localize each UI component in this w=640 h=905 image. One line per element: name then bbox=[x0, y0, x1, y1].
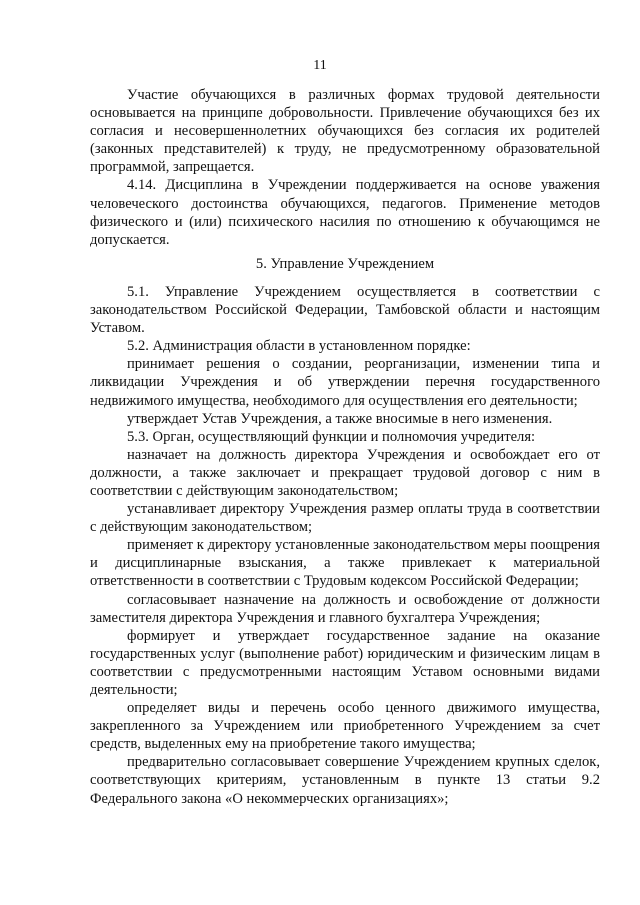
paragraph-charter: утверждает Устав Учреждения, а также вносимые в него изменения. bbox=[127, 410, 553, 427]
paragraph-5-1: 5.1. Управление Учреждением осуществляется в соответствии с законодательством Российской Федерации, Тамбовской области и настоящим Уставом. bbox=[90, 283, 600, 337]
paragraph-5-2: 5.2. Администрация области в установленном порядке: bbox=[127, 338, 471, 355]
section-heading: 5. Управление Учреждением bbox=[255, 255, 435, 272]
document-body bbox=[90, 86, 600, 808]
paragraph-major-deals: предварительно согласовывает совершение Учреждением крупных сделок, соответствующих критериям, установленным в пункте 13 статьи 9.2 Федерального закона «О некоммерческих организациях»; bbox=[90, 754, 600, 807]
paragraph-appoint-director: назначает на должность директора Учреждения и освобождает его от должности, а также заключает и прекращает трудовой договор с ним в соответствии с действующим законодательством; bbox=[90, 446, 600, 499]
paragraph-4-14: 4.14. Дисциплина в Учреждении поддерживается на основе уважения человеческого достоинства обучающихся, педагогов. Применение методов физического и (или) психического насилия по отношению к обучающимся не допускается. bbox=[90, 177, 600, 248]
paragraph-incentives: применяет к директору установленные законодательством меры поощрения и дисциплинарные взыскания, а также привлекает к материальной ответственности в соответствии с Трудовым кодексом Российской Федерации; bbox=[90, 537, 600, 590]
page-number: 11 bbox=[313, 58, 327, 73]
paragraph-deputy: согласовывает назначение на должность и освобождение от должности заместителя директора Учреждения и главного бухгалтера Учреждения; bbox=[90, 591, 600, 626]
paragraph-salary: устанавливает директору Учреждения размер оплаты труда в соответствии с действующим законодательством; bbox=[90, 501, 600, 536]
paragraph-5-3: 5.3. Орган, осуществляющий функции и полномочия учредителя: bbox=[127, 428, 536, 445]
paragraph-property: определяет виды и перечень особо ценного движимого имущества, закрепленного за Учреждением или приобретенного Учреждением за счет средств, выделенных ему на приобретение такого имущества; bbox=[90, 700, 600, 753]
paragraph-labor-participation: Участие обучающихся в различных формах трудовой деятельности основывается на принципе добровольности. Привлечение обучающихся без их согласия и несовершеннолетних обучающихся без согласия их родителей (законных представителей) к труду, не предусмотренному образовательной программой, запрещается. bbox=[90, 87, 600, 176]
paragraph-state-task: формирует и утверждает государственное задание на оказание государственных услуг (выполнение работ) юридическим и физическим лицам в соответствии с предусмотренными настоящим Уставом основными видами деятельности; bbox=[90, 627, 600, 698]
paragraph-decisions: принимает решения о создании, реорганизации, изменении типа и ликвидации Учреждения и об утверждении перечня государственного недвижимого имущества, необходимого для осуществления его деятельности; bbox=[90, 356, 600, 409]
